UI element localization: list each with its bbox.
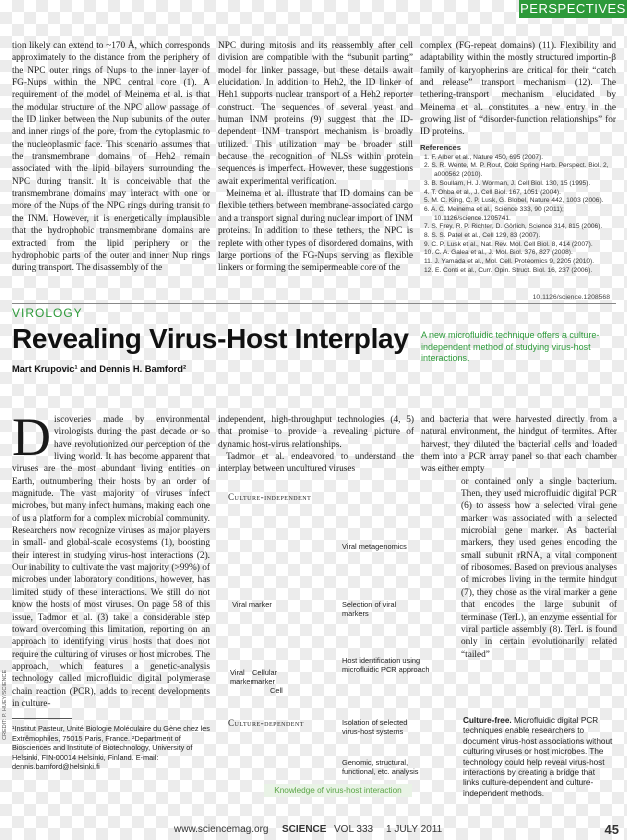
footer-journal: SCIENCE xyxy=(282,824,327,835)
reference-item: 1. F. Alber et al., Nature 450, 695 (2007). xyxy=(424,153,544,161)
figure-viral-marker: Viral marker xyxy=(232,600,272,609)
figure xyxy=(222,486,430,804)
section-tab: PERSPECTIVES xyxy=(520,1,626,16)
paragraph: NPC during mitosis and its reassembly after cell division are compatible with the “subunit parting” model for linker passage, but these details await elucidation. In addition to Heh2, the ID linker of Heh1 supports nuclear transport of a Heh2 reporter construct. The sequences of several yeast and human INM proteins (9) suggest that the ID-dependent INM transport mechanism is broadly utilized. This utilization may be broader still because the recognition of NLSs within protein sequences is imperfect. However, these suggestions await experimental verification. xyxy=(218,41,413,187)
footer-url[interactable]: www.sciencemag.org xyxy=(174,824,269,835)
footer-volume: VOL 333 xyxy=(334,824,374,835)
paragraph: Tadmor et al. endeavored to understand the interplay between uncultured viruses xyxy=(218,452,414,475)
paragraph: or contained only a single bacterium. Then, they used microfluidic digital PCR (6) to assess how a selected viral gene marker was associated with a selected microbial gene marker. As bacterial markers, they used genes encoding the small subunit rRNA, a vital component of ribosomes. Based on previous analyses of microbes living in the termite hindgut (7), they chose as the viral marker a gene that encodes the large subunit of terminase (TerL), an enzyme essential for viral particle assembly (8). TerL is found only in certain evolutionarily related “tailed” xyxy=(461,476,617,660)
top-column-3 xyxy=(420,40,616,139)
figure-step: Host identification using microfluidic PCR approach xyxy=(342,656,430,674)
figure-label-top: Culture-independent xyxy=(228,492,312,502)
authors: Mart Krupovic¹ and Dennis H. Bamford² xyxy=(12,364,187,374)
page-footer xyxy=(0,820,627,840)
paragraph: complex (FG-repeat domains) (11). Flexibility and adaptability within the mostly structured importin-β family of karyopherins are critical for their “catch and release” transport mechanism (12). The tethering-transport mechanism elucidated by Meinema et al. constitutes a new entry in the growing list of “disorder-function relationships” for ID proteins. xyxy=(420,41,616,138)
doi: 10.1126/science.1208568 xyxy=(532,294,610,301)
reference-item: 2. S. R. Wente, M. P. Rout, Cold Spring Harb. Perspect. Biol. 2, a000562 (2010). xyxy=(424,162,609,179)
reference-list xyxy=(420,154,616,276)
reference-item: 5. M. C. King, C. P. Lusk, G. Blobel, Nature 442, 1003 (2006). xyxy=(424,197,604,205)
figure-step: Genomic, structural, functional, etc. analysis xyxy=(342,758,419,776)
reference-item: 11. J. Yamada et al., Mol. Cell. Proteomics 9, 2205 (2010). xyxy=(424,258,595,266)
figure-step: Isolation of selected virus-host systems xyxy=(342,718,408,736)
reference-item: 10. C. A. Galea et al., J. Mol. Biol. 376, 827 (2008). xyxy=(424,249,573,257)
caption-text: Microfluidic digital PCR techniques enable researchers to document virus-host associations without culturing viruses or host microbes. The technology could help reveal virus-host interactions by creating a bridge that links culture-dependent and culture-independent methods. xyxy=(463,716,613,798)
body-column-3 xyxy=(421,414,617,661)
body-column-1 xyxy=(12,407,210,710)
reference-item: 3. B. Soullam, H. J. Worman, J. Cell Biol. 130, 15 (1995). xyxy=(424,179,591,187)
reference-item: 12. E. Conti et al., Curr. Opin. Struct. Biol. 16, 237 (2006). xyxy=(424,266,593,274)
section-label: VIROLOGY xyxy=(12,306,83,320)
figure-cell: Cell xyxy=(270,686,283,695)
caption-title: Culture-free. xyxy=(463,716,512,725)
paragraph: Meinema et al. illustrate that ID domains can be flexible tethers between membrane-associated cargo and a transport signal during nuclear import of INM proteins. In addition to these tethers, the NPC is replete with other types of disordered domains, with large portions of the FG-Nups serving as flexible linkers or forming the semipermeable core of the xyxy=(218,189,413,274)
reference-item: 4. T. Ohba et al., J. Cell Biol. 167, 1051 (2004). xyxy=(424,188,561,196)
affiliations: ¹Institut Pasteur, Unité Biologie Moléculaire du Gène chez les Extrêmophiles, 75015 Paris, France. ²Department of Biosciences and Institute of Biotechnology, University of Helsinki, FIN-00014 Helsinki, Finland. E-mail: dennis.bamford@helsinki.fi xyxy=(12,724,210,772)
paragraph: and bacteria that were harvested directly from a natural environment, the hindgut of termites. After harvest, they diluted the bacterial cells and loaded them into a PCR array panel so that each chamber was either empty xyxy=(421,415,617,475)
reference-item: 7. S. Frey, R. P. Richter, D. Görlich, Science 314, 815 (2006). xyxy=(424,223,603,231)
figure-label-bottom: Culture-dependent xyxy=(228,718,304,728)
figure-viral-marker-2: Viral marker xyxy=(230,668,253,686)
article-title: Revealing Virus-Host Interplay xyxy=(12,323,409,354)
figure-bar: Knowledge of virus-host interaction xyxy=(264,784,412,797)
paragraph xyxy=(12,407,210,710)
top-column-2 xyxy=(218,40,413,275)
top-column-1 xyxy=(12,40,210,275)
figure-cellular-marker: Cellular marker xyxy=(252,668,278,686)
reference-item: 8. S. S. Patel et al., Cell 129, 83 (2007). xyxy=(424,232,541,240)
divider xyxy=(12,303,616,304)
paragraph: tion likely can extend to ~170 Å, which corresponds approximately to the distance from the periphery of the NPC outer rings of Nups to the inner layer of FG-Nups within the NPC central core (1). A requirement of the model of Meinema et al. is that the modular structure of the NPC allow passage of the ID linker between the Nup subunits of the outer and inner rings of the pore, from the cytoplasmic to the nucleoplasmic face. This scenario assumes that the transmembrane domains of Heh2 remain associated with the lipid bilayers surrounding the NPC during transit. It is conceivable that the transmembrane domains may interact with one or more of the Nups of the NPC rings during transit to the INM. However, it is energetically implausible that the hydrophobic transmembrane domains are extracted from the lipid periphery or the hydrophobic parts of the outer and inner Nup rings during transport. The disassembly of the xyxy=(12,41,210,274)
footnote-rule xyxy=(12,718,72,719)
page-number: 45 xyxy=(604,822,619,837)
drop-cap: D xyxy=(12,407,51,467)
reference-item: 9. C. P. Lusk et al., Nat. Rev. Mol. Cell Biol. 8, 414 (2007). xyxy=(424,240,593,248)
body-column-2 xyxy=(218,414,414,476)
figure-step: Selection of viral markers xyxy=(342,600,397,618)
reference-item: 6. A. C. Meinema et al., Science 333, 90 (2011); 10.1126/science.1205741. xyxy=(424,205,564,222)
footer-date: 1 JULY 2011 xyxy=(386,824,443,835)
standfirst: A new microfluidic technique offers a culture-independent method of studying virus-host interactions. xyxy=(421,330,600,363)
paragraph: independent, high-throughput technologies (4, 5) that promise to provide a revealing picture of dynamic host-virus relationships. xyxy=(218,415,414,450)
references xyxy=(420,144,616,276)
figure-caption xyxy=(463,716,613,799)
image-credit: CREDIT: P. HUEY/SCIENCE xyxy=(2,669,8,740)
paragraph-text: iscoveries made by environmental virologists during the past decade or so have revolutionized our perception of the living world. It has become apparent that viruses are the most abundant living entities on Earth, outnumbering their hosts by an order of magnitude. The vast majority of viruses infect microbes, but many infect humans, making each one of us a platform for a complex microbial community. Researchers now recognize viruses as major players in small- and global-scale ecosystems (1), boosting their interest in studying virus-host interactions (2). Our inability to cultivate the vast majority (>99%) of microbes under laboratory conditions, however, has limited study of these interactions. We still do not know the hosts of most viruses. On page 58 of this issue, Tadmor et al. (3) take a considerable step toward overcoming this limitation, reporting on an approach to identifying virus hosts that does not require the culturing of viruses or host microbes. The approach, which features a genetic-analysis technology called microfluidic digital polymerase chain reaction (PCR), adds to recent developments in culture- xyxy=(12,415,210,709)
figure-step: Viral metagenomics xyxy=(342,542,407,551)
references-title: References xyxy=(420,143,461,152)
